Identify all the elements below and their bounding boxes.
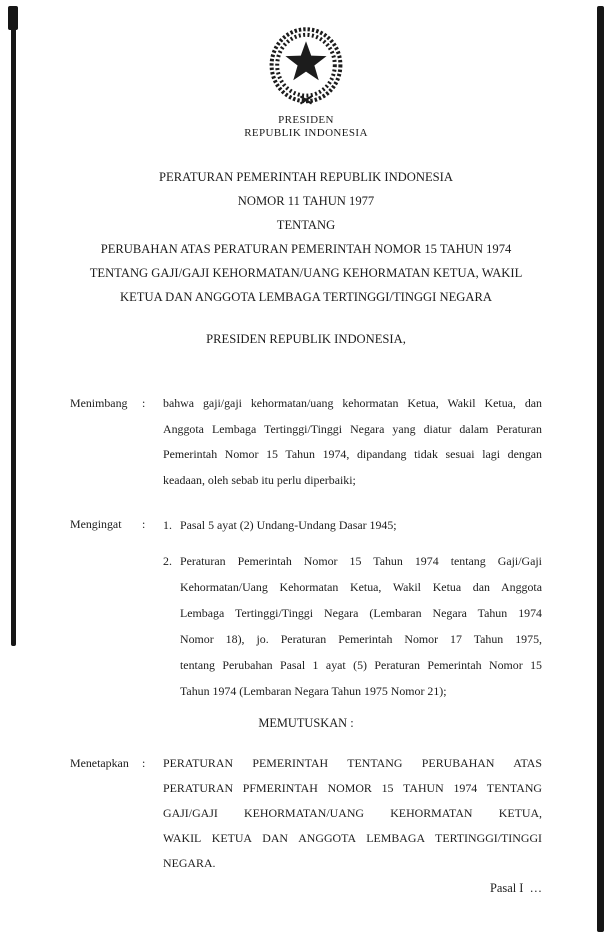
scan-artifact-left-bar xyxy=(11,6,16,646)
menetapkan-colon: : xyxy=(142,756,146,770)
text-line: Pasal 5 ayat (2) Undang-Undang Dasar 1945; xyxy=(180,518,397,532)
text-line: PERATURAN PEMERINTAH TENTANG PERUBAHAN ATAS xyxy=(163,756,542,770)
text-line: Anggota Lembaga Tertinggi/Tinggi Negara yang diatur dalam Peraturan xyxy=(163,421,542,436)
mengingat-label: Mengingat xyxy=(70,517,122,531)
title-line-number: NOMOR 11 TAHUN 1977 xyxy=(237,194,375,208)
text-line: PERATURAN PFMERINTAH NOMOR 15 TAHUN 1974 TENTANG xyxy=(163,781,542,795)
regulation-title xyxy=(0,165,612,309)
title-line: PERUBAHAN ATAS PERATURAN PEMERINTAH NOMOR 15 TAHUN 1974 xyxy=(100,242,512,256)
menimbang-colon: : xyxy=(142,396,146,410)
item-number: 1. xyxy=(163,518,172,532)
section-menimbang xyxy=(70,391,542,493)
menetapkan-label: Menetapkan xyxy=(70,756,129,770)
letterhead-republik-indonesia: REPUBLIK INDONESIA xyxy=(244,127,368,139)
document-body xyxy=(0,391,612,898)
text-line: WAKIL KETUA DAN ANGGOTA LEMBAGA TERTINGGI/TINGGI xyxy=(163,831,542,845)
text-line: Tahun 1974 (Lembaran Negara Tahun 1975 Nomor 21); xyxy=(180,684,447,698)
item-text xyxy=(180,512,542,538)
menimbang-label: Menimbang xyxy=(70,396,128,410)
scan-artifact-right-bar xyxy=(597,6,604,932)
text-line: bahwa gaji/gaji kehormatan/uang kehormatan Ketua, Wakil Ketua, dan xyxy=(163,396,542,410)
mengingat-item-2 xyxy=(163,548,542,704)
text-line: NEGARA. xyxy=(163,856,216,870)
text-line: Lembaga Tertinggi/Tinggi Negara (Lembaran Negara Tahun 1974 xyxy=(180,606,542,620)
salutation: PRESIDEN REPUBLIK INDONESIA, xyxy=(206,332,406,346)
page-continuation-marker: Pasal I … xyxy=(490,881,542,895)
text-line: Pemerintah Nomor 15 Tahun 1974, dipandang tidak sesuai lagi dengan xyxy=(163,447,542,461)
section-menetapkan xyxy=(70,751,542,876)
mengingat-colon: : xyxy=(142,517,146,531)
section-mengingat xyxy=(70,512,542,704)
menetapkan-text xyxy=(163,751,542,876)
letterhead-presiden: PRESIDEN xyxy=(278,114,334,126)
title-line: PERATURAN PEMERINTAH REPUBLIK INDONESIA xyxy=(159,170,453,184)
title-line-tentang: TENTANG xyxy=(276,218,336,232)
mengingat-text xyxy=(163,512,542,704)
text-line: Kehormatan/Uang Kehormatan Ketua, Wakil Ketua dan Anggota xyxy=(180,580,542,594)
item-text xyxy=(180,548,542,704)
title-line: TENTANG GAJI/GAJI KEHORMATAN/UANG KEHORMATAN KETUA, WAKIL xyxy=(89,266,523,280)
item-number: 2. xyxy=(163,554,172,568)
letterhead xyxy=(0,0,612,140)
text-line: keadaan, oleh sebab itu perlu diperbaiki; xyxy=(163,472,356,487)
state-seal-icon xyxy=(265,26,347,106)
text-line: Peraturan Pemerintah Nomor 15 Tahun 1974 tentang Gaji/Gaji xyxy=(180,554,542,568)
text-line: tentang Perubahan Pasal 1 ayat (5) Peraturan Pemerintah Nomor 15 xyxy=(180,658,542,672)
text-line: GAJI/GAJI KEHORMATAN/UANG KEHORMATAN KETUA, xyxy=(163,806,542,820)
menimbang-text xyxy=(163,391,542,493)
mengingat-item-1 xyxy=(163,512,542,538)
memutuskan-heading: MEMUTUSKAN : xyxy=(258,716,354,730)
title-line: KETUA DAN ANGGOTA LEMBAGA TERTINGGI/TINGGI NEGARA xyxy=(120,290,492,304)
text-line: Nomor 18), jo. Peraturan Pemerintah Nomor 17 Tahun 1975, xyxy=(180,632,542,646)
